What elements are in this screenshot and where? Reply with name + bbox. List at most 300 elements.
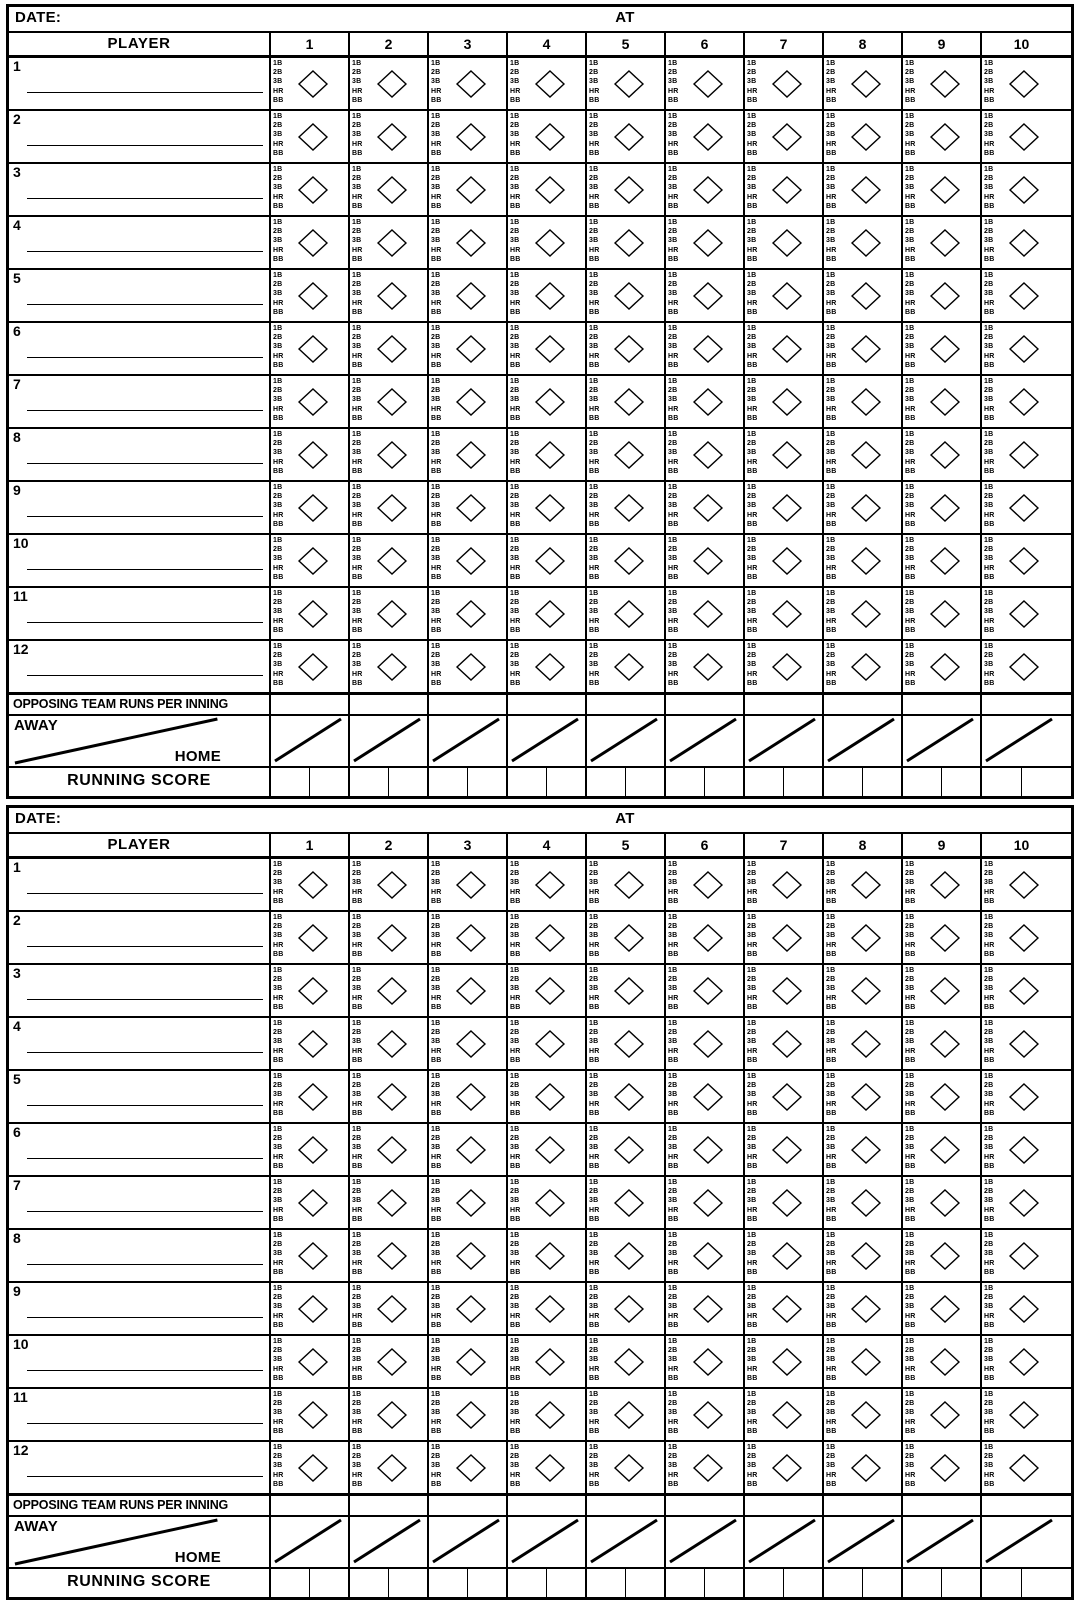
at-bat-code[interactable]: 1B bbox=[431, 590, 441, 597]
at-bat-code[interactable]: BB bbox=[589, 897, 600, 905]
at-bat-code[interactable]: 3B bbox=[273, 1197, 283, 1205]
at-bat-code[interactable]: 2B bbox=[826, 1400, 836, 1408]
at-bat-cell[interactable] bbox=[903, 1283, 982, 1334]
at-bat-code[interactable]: 1B bbox=[668, 219, 678, 226]
at-bat-cell[interactable] bbox=[350, 588, 429, 639]
at-bat-code[interactable]: 1B bbox=[589, 1285, 599, 1292]
at-bat-code[interactable]: 1B bbox=[510, 166, 520, 173]
at-bat-code[interactable]: HR bbox=[273, 941, 284, 949]
at-bat-code[interactable]: 3B bbox=[352, 1250, 362, 1258]
at-bat-code[interactable]: BB bbox=[510, 573, 521, 581]
running-score-box[interactable] bbox=[666, 1569, 705, 1597]
at-bat-code[interactable]: 1B bbox=[510, 861, 520, 868]
at-bat-code[interactable]: 3B bbox=[352, 1038, 362, 1046]
at-bat-code[interactable]: 2B bbox=[668, 493, 678, 501]
at-bat-code[interactable]: 2B bbox=[826, 440, 836, 448]
at-bat-code[interactable]: 1B bbox=[984, 1073, 994, 1080]
at-bat-cell[interactable] bbox=[824, 859, 903, 910]
at-bat-cell[interactable] bbox=[271, 1389, 350, 1440]
at-bat-code[interactable]: BB bbox=[431, 626, 442, 634]
at-bat-code[interactable]: 2B bbox=[668, 228, 678, 236]
at-bat-code[interactable]: BB bbox=[273, 467, 284, 475]
at-bat-cell[interactable] bbox=[666, 482, 745, 533]
away-home-inning-cell[interactable] bbox=[666, 716, 745, 766]
at-bat-code[interactable]: BB bbox=[905, 1427, 916, 1435]
at-bat-code[interactable]: 3B bbox=[589, 502, 599, 510]
at-bat-code[interactable]: BB bbox=[273, 626, 284, 634]
at-bat-cell[interactable] bbox=[271, 111, 350, 162]
at-bat-code[interactable]: BB bbox=[826, 1374, 837, 1382]
at-bat-code[interactable]: 2B bbox=[984, 1294, 994, 1302]
at-bat-cell[interactable] bbox=[982, 429, 1061, 480]
at-bat-code[interactable]: 1B bbox=[668, 484, 678, 491]
at-bat-code[interactable]: HR bbox=[668, 299, 679, 307]
at-bat-code[interactable]: 2B bbox=[352, 1188, 362, 1196]
at-bat-code[interactable]: 1B bbox=[352, 537, 362, 544]
at-bat-code[interactable]: 1B bbox=[668, 378, 678, 385]
at-bat-code[interactable]: 1B bbox=[589, 1338, 599, 1345]
running-score-cell[interactable] bbox=[666, 768, 745, 796]
at-bat-code[interactable]: BB bbox=[905, 255, 916, 263]
at-bat-code[interactable]: 2B bbox=[905, 1029, 915, 1037]
at-bat-code[interactable]: HR bbox=[668, 87, 679, 95]
at-bat-code[interactable]: 1B bbox=[984, 537, 994, 544]
baseball-diamond-icon[interactable] bbox=[613, 1028, 645, 1060]
at-bat-code[interactable]: 3B bbox=[431, 555, 441, 563]
at-bat-code[interactable]: 2B bbox=[273, 1135, 283, 1143]
at-bat-code[interactable]: 2B bbox=[984, 175, 994, 183]
baseball-diamond-icon[interactable] bbox=[297, 1187, 329, 1219]
at-bat-code[interactable]: BB bbox=[589, 149, 600, 157]
at-bat-code[interactable]: BB bbox=[510, 626, 521, 634]
at-bat-code[interactable]: 1B bbox=[273, 643, 283, 650]
at-bat-code[interactable]: 2B bbox=[273, 122, 283, 130]
at-bat-cell[interactable] bbox=[350, 1124, 429, 1175]
at-bat-code[interactable]: 1B bbox=[826, 1073, 836, 1080]
at-bat-code[interactable]: 1B bbox=[510, 219, 520, 226]
away-home-inning-cell[interactable] bbox=[824, 716, 903, 766]
at-bat-code[interactable]: 1B bbox=[668, 272, 678, 279]
at-bat-cell[interactable] bbox=[429, 588, 508, 639]
at-bat-cell[interactable] bbox=[824, 1177, 903, 1228]
baseball-diamond-icon[interactable] bbox=[850, 1452, 882, 1484]
at-bat-code[interactable]: 3B bbox=[826, 449, 836, 457]
at-bat-code[interactable]: HR bbox=[510, 1471, 521, 1479]
at-bat-code[interactable]: HR bbox=[589, 511, 600, 519]
at-bat-code[interactable]: 3B bbox=[510, 343, 520, 351]
at-bat-code[interactable]: BB bbox=[352, 202, 363, 210]
at-bat-code[interactable]: 2B bbox=[905, 1400, 915, 1408]
at-bat-code[interactable]: BB bbox=[510, 96, 521, 104]
at-bat-code[interactable]: BB bbox=[431, 520, 442, 528]
at-bat-code[interactable]: 2B bbox=[668, 334, 678, 342]
at-bat-code[interactable]: HR bbox=[352, 1047, 363, 1055]
baseball-diamond-icon[interactable] bbox=[1008, 68, 1040, 100]
at-bat-cell[interactable] bbox=[824, 429, 903, 480]
at-bat-code[interactable]: 2B bbox=[589, 599, 599, 607]
running-score-box[interactable] bbox=[824, 1569, 863, 1597]
at-bat-code[interactable]: HR bbox=[747, 458, 758, 466]
at-bat-code[interactable]: 3B bbox=[510, 1144, 520, 1152]
at-bat-code[interactable]: 2B bbox=[747, 652, 757, 660]
at-bat-cell[interactable] bbox=[666, 1442, 745, 1493]
at-bat-code[interactable]: 2B bbox=[668, 1400, 678, 1408]
at-bat-code[interactable]: 1B bbox=[431, 643, 441, 650]
opposing-runs-cell[interactable] bbox=[824, 1496, 903, 1515]
at-bat-code[interactable]: 2B bbox=[826, 1241, 836, 1249]
at-bat-code[interactable]: 3B bbox=[747, 1091, 757, 1099]
at-bat-cell[interactable] bbox=[508, 482, 587, 533]
at-bat-code[interactable]: 1B bbox=[273, 484, 283, 491]
at-bat-cell[interactable] bbox=[429, 1230, 508, 1281]
at-bat-code[interactable]: 3B bbox=[510, 1409, 520, 1417]
baseball-diamond-icon[interactable] bbox=[1008, 439, 1040, 471]
at-bat-cell[interactable] bbox=[429, 58, 508, 109]
at-bat-code[interactable]: 1B bbox=[984, 484, 994, 491]
at-bat-cell[interactable] bbox=[271, 58, 350, 109]
baseball-diamond-icon[interactable] bbox=[455, 1399, 487, 1431]
at-bat-code[interactable]: BB bbox=[984, 414, 995, 422]
at-bat-code[interactable]: 1B bbox=[826, 1179, 836, 1186]
at-bat-code[interactable]: 3B bbox=[431, 608, 441, 616]
at-bat-code[interactable]: BB bbox=[431, 202, 442, 210]
at-bat-code[interactable]: 1B bbox=[905, 1285, 915, 1292]
away-home-inning-cell[interactable] bbox=[271, 1517, 350, 1567]
baseball-diamond-icon[interactable] bbox=[376, 922, 408, 954]
at-bat-code[interactable]: 1B bbox=[984, 325, 994, 332]
player-name-cell[interactable] bbox=[9, 111, 271, 162]
at-bat-code[interactable]: 2B bbox=[984, 334, 994, 342]
at-bat-code[interactable]: 3B bbox=[905, 1091, 915, 1099]
at-bat-code[interactable]: 2B bbox=[668, 440, 678, 448]
running-score-box[interactable] bbox=[508, 1569, 547, 1597]
at-bat-code[interactable]: 1B bbox=[273, 1338, 283, 1345]
at-bat-code[interactable]: HR bbox=[984, 888, 995, 896]
at-bat-cell[interactable] bbox=[271, 164, 350, 215]
at-bat-code[interactable]: 1B bbox=[589, 1179, 599, 1186]
baseball-diamond-icon[interactable] bbox=[534, 68, 566, 100]
baseball-diamond-icon[interactable] bbox=[771, 1081, 803, 1113]
at-bat-code[interactable]: 2B bbox=[431, 1241, 441, 1249]
at-bat-code[interactable]: 1B bbox=[352, 1444, 362, 1451]
at-bat-code[interactable]: 3B bbox=[747, 78, 757, 86]
at-bat-code[interactable]: 2B bbox=[747, 387, 757, 395]
baseball-diamond-icon[interactable] bbox=[850, 439, 882, 471]
at-bat-code[interactable]: HR bbox=[510, 1312, 521, 1320]
baseball-diamond-icon[interactable] bbox=[613, 1134, 645, 1166]
at-bat-code[interactable]: HR bbox=[352, 564, 363, 572]
baseball-diamond-icon[interactable] bbox=[613, 1293, 645, 1325]
at-bat-cell[interactable] bbox=[508, 58, 587, 109]
at-bat-code[interactable]: 1B bbox=[747, 1338, 757, 1345]
baseball-diamond-icon[interactable] bbox=[929, 1346, 961, 1378]
at-bat-cell[interactable] bbox=[508, 429, 587, 480]
at-bat-code[interactable]: HR bbox=[668, 1153, 679, 1161]
at-bat-code[interactable]: BB bbox=[352, 626, 363, 634]
at-bat-code[interactable]: 2B bbox=[826, 652, 836, 660]
at-bat-code[interactable]: 1B bbox=[826, 590, 836, 597]
at-bat-cell[interactable] bbox=[429, 323, 508, 374]
at-bat-cell[interactable] bbox=[350, 1230, 429, 1281]
at-bat-cell[interactable] bbox=[903, 376, 982, 427]
at-bat-code[interactable]: BB bbox=[826, 1268, 837, 1276]
at-bat-code[interactable]: 1B bbox=[747, 1126, 757, 1133]
at-bat-code[interactable]: HR bbox=[431, 87, 442, 95]
at-bat-code[interactable]: 2B bbox=[984, 281, 994, 289]
at-bat-cell[interactable] bbox=[271, 323, 350, 374]
at-bat-code[interactable]: 3B bbox=[668, 555, 678, 563]
at-bat-code[interactable]: 1B bbox=[273, 166, 283, 173]
baseball-diamond-icon[interactable] bbox=[692, 492, 724, 524]
baseball-diamond-icon[interactable] bbox=[692, 227, 724, 259]
at-bat-code[interactable]: 1B bbox=[747, 1391, 757, 1398]
at-bat-cell[interactable] bbox=[508, 1230, 587, 1281]
at-bat-code[interactable]: 2B bbox=[273, 175, 283, 183]
at-bat-code[interactable]: 1B bbox=[984, 272, 994, 279]
at-bat-code[interactable]: 2B bbox=[510, 652, 520, 660]
at-bat-code[interactable]: BB bbox=[747, 202, 758, 210]
at-bat-code[interactable]: 3B bbox=[984, 985, 994, 993]
baseball-diamond-icon[interactable] bbox=[455, 545, 487, 577]
baseball-diamond-icon[interactable] bbox=[297, 68, 329, 100]
at-bat-cell[interactable] bbox=[429, 217, 508, 268]
at-bat-code[interactable]: 2B bbox=[747, 976, 757, 984]
at-bat-code[interactable]: 3B bbox=[984, 78, 994, 86]
at-bat-code[interactable]: BB bbox=[668, 626, 679, 634]
at-bat-cell[interactable] bbox=[350, 859, 429, 910]
at-bat-cell[interactable] bbox=[271, 641, 350, 692]
baseball-diamond-icon[interactable] bbox=[929, 1293, 961, 1325]
baseball-diamond-icon[interactable] bbox=[613, 1346, 645, 1378]
at-bat-code[interactable]: 3B bbox=[431, 985, 441, 993]
at-bat-code[interactable]: BB bbox=[273, 897, 284, 905]
at-bat-code[interactable]: 1B bbox=[510, 1126, 520, 1133]
at-bat-code[interactable]: 3B bbox=[431, 1462, 441, 1470]
at-bat-code[interactable]: 2B bbox=[984, 546, 994, 554]
at-bat-code[interactable]: BB bbox=[589, 1162, 600, 1170]
at-bat-code[interactable]: BB bbox=[431, 1215, 442, 1223]
at-bat-cell[interactable] bbox=[824, 965, 903, 1016]
at-bat-code[interactable]: 3B bbox=[747, 1038, 757, 1046]
opposing-runs-cell[interactable] bbox=[429, 695, 508, 714]
at-bat-code[interactable]: HR bbox=[352, 140, 363, 148]
at-bat-code[interactable]: 2B bbox=[431, 1400, 441, 1408]
at-bat-code[interactable]: 3B bbox=[273, 396, 283, 404]
at-bat-code[interactable]: BB bbox=[589, 520, 600, 528]
at-bat-code[interactable]: 1B bbox=[589, 1391, 599, 1398]
baseball-diamond-icon[interactable] bbox=[613, 598, 645, 630]
at-bat-code[interactable]: HR bbox=[905, 246, 916, 254]
at-bat-code[interactable]: HR bbox=[905, 458, 916, 466]
at-bat-cell[interactable] bbox=[350, 270, 429, 321]
at-bat-code[interactable]: 2B bbox=[905, 652, 915, 660]
at-bat-code[interactable]: 3B bbox=[905, 608, 915, 616]
at-bat-code[interactable]: 1B bbox=[510, 1232, 520, 1239]
at-bat-code[interactable]: HR bbox=[747, 193, 758, 201]
at-bat-code[interactable]: HR bbox=[668, 670, 679, 678]
at-bat-code[interactable]: 3B bbox=[589, 1197, 599, 1205]
at-bat-code[interactable]: 3B bbox=[747, 1356, 757, 1364]
baseball-diamond-icon[interactable] bbox=[297, 492, 329, 524]
at-bat-code[interactable]: 2B bbox=[589, 334, 599, 342]
at-bat-cell[interactable] bbox=[350, 217, 429, 268]
at-bat-code[interactable]: 2B bbox=[352, 1029, 362, 1037]
at-bat-code[interactable]: HR bbox=[431, 994, 442, 1002]
at-bat-code[interactable]: 2B bbox=[668, 1241, 678, 1249]
at-bat-code[interactable]: HR bbox=[905, 299, 916, 307]
at-bat-code[interactable]: HR bbox=[747, 941, 758, 949]
at-bat-code[interactable]: 1B bbox=[510, 378, 520, 385]
at-bat-code[interactable]: HR bbox=[273, 511, 284, 519]
at-bat-code[interactable]: 2B bbox=[668, 599, 678, 607]
at-bat-code[interactable]: 1B bbox=[431, 1285, 441, 1292]
at-bat-code[interactable]: 1B bbox=[589, 219, 599, 226]
at-bat-code[interactable]: 2B bbox=[747, 1135, 757, 1143]
at-bat-code[interactable]: BB bbox=[905, 897, 916, 905]
at-bat-code[interactable]: 2B bbox=[668, 1188, 678, 1196]
at-bat-code[interactable]: 2B bbox=[747, 1241, 757, 1249]
at-bat-code[interactable]: 3B bbox=[984, 396, 994, 404]
player-name-cell[interactable] bbox=[9, 1124, 271, 1175]
at-bat-code[interactable]: 2B bbox=[510, 599, 520, 607]
at-bat-cell[interactable] bbox=[587, 429, 666, 480]
baseball-diamond-icon[interactable] bbox=[376, 1452, 408, 1484]
at-bat-code[interactable]: 1B bbox=[747, 60, 757, 67]
at-bat-code[interactable]: 3B bbox=[510, 1356, 520, 1364]
at-bat-code[interactable]: 3B bbox=[905, 1250, 915, 1258]
at-bat-code[interactable]: HR bbox=[431, 1047, 442, 1055]
at-bat-code[interactable]: BB bbox=[510, 308, 521, 316]
baseball-diamond-icon[interactable] bbox=[850, 1346, 882, 1378]
at-bat-code[interactable]: 2B bbox=[984, 1400, 994, 1408]
away-home-inning-cell[interactable] bbox=[429, 716, 508, 766]
baseball-diamond-icon[interactable] bbox=[613, 1452, 645, 1484]
at-bat-cell[interactable] bbox=[745, 1389, 824, 1440]
at-bat-cell[interactable] bbox=[587, 1071, 666, 1122]
at-bat-code[interactable]: HR bbox=[352, 1259, 363, 1267]
at-bat-code[interactable]: BB bbox=[431, 308, 442, 316]
at-bat-cell[interactable] bbox=[271, 1283, 350, 1334]
at-bat-code[interactable]: BB bbox=[668, 96, 679, 104]
at-bat-code[interactable]: BB bbox=[826, 308, 837, 316]
at-bat-code[interactable]: 2B bbox=[589, 1241, 599, 1249]
baseball-diamond-icon[interactable] bbox=[613, 386, 645, 418]
away-home-inning-cell[interactable] bbox=[587, 716, 666, 766]
at-bat-code[interactable]: 1B bbox=[984, 219, 994, 226]
at-bat-code[interactable]: 2B bbox=[589, 870, 599, 878]
at-bat-code[interactable]: HR bbox=[589, 299, 600, 307]
at-bat-code[interactable]: 1B bbox=[984, 60, 994, 67]
at-bat-code[interactable]: BB bbox=[431, 1374, 442, 1382]
player-name-cell[interactable] bbox=[9, 482, 271, 533]
at-bat-code[interactable]: 2B bbox=[352, 1082, 362, 1090]
at-bat-code[interactable]: 3B bbox=[826, 343, 836, 351]
running-score-cell[interactable] bbox=[745, 768, 824, 796]
at-bat-code[interactable]: BB bbox=[905, 1321, 916, 1329]
at-bat-code[interactable]: 3B bbox=[826, 1409, 836, 1417]
at-bat-code[interactable]: 2B bbox=[826, 546, 836, 554]
at-bat-code[interactable]: HR bbox=[352, 1365, 363, 1373]
at-bat-code[interactable]: 1B bbox=[589, 967, 599, 974]
at-bat-code[interactable]: BB bbox=[826, 96, 837, 104]
at-bat-code[interactable]: 1B bbox=[431, 1444, 441, 1451]
at-bat-code[interactable]: 3B bbox=[668, 78, 678, 86]
running-score-box[interactable] bbox=[626, 1569, 664, 1597]
at-bat-cell[interactable] bbox=[350, 111, 429, 162]
at-bat-code[interactable]: 3B bbox=[826, 290, 836, 298]
at-bat-cell[interactable] bbox=[824, 376, 903, 427]
at-bat-cell[interactable] bbox=[508, 1442, 587, 1493]
at-bat-code[interactable]: BB bbox=[273, 520, 284, 528]
at-bat-code[interactable]: HR bbox=[984, 670, 995, 678]
at-bat-code[interactable]: 1B bbox=[510, 1391, 520, 1398]
at-bat-code[interactable]: BB bbox=[668, 361, 679, 369]
baseball-diamond-icon[interactable] bbox=[534, 492, 566, 524]
at-bat-code[interactable]: HR bbox=[747, 1418, 758, 1426]
at-bat-code[interactable]: HR bbox=[352, 1153, 363, 1161]
player-name-cell[interactable] bbox=[9, 1177, 271, 1228]
baseball-diamond-icon[interactable] bbox=[771, 1134, 803, 1166]
at-bat-code[interactable]: 1B bbox=[589, 1073, 599, 1080]
at-bat-code[interactable]: HR bbox=[431, 670, 442, 678]
at-bat-code[interactable]: BB bbox=[589, 1215, 600, 1223]
at-bat-code[interactable]: 2B bbox=[273, 1400, 283, 1408]
baseball-diamond-icon[interactable] bbox=[297, 1346, 329, 1378]
baseball-diamond-icon[interactable] bbox=[534, 227, 566, 259]
running-score-box[interactable] bbox=[784, 1569, 822, 1597]
baseball-diamond-icon[interactable] bbox=[1008, 333, 1040, 365]
at-bat-code[interactable]: BB bbox=[510, 361, 521, 369]
running-score-cell[interactable] bbox=[745, 1569, 824, 1597]
at-bat-code[interactable]: 3B bbox=[668, 396, 678, 404]
at-bat-code[interactable]: 2B bbox=[747, 546, 757, 554]
at-bat-code[interactable]: BB bbox=[984, 626, 995, 634]
at-bat-code[interactable]: 2B bbox=[747, 1347, 757, 1355]
at-bat-code[interactable]: BB bbox=[589, 414, 600, 422]
at-bat-cell[interactable] bbox=[903, 323, 982, 374]
at-bat-code[interactable]: 2B bbox=[273, 228, 283, 236]
baseball-diamond-icon[interactable] bbox=[613, 975, 645, 1007]
at-bat-code[interactable]: BB bbox=[431, 897, 442, 905]
baseball-diamond-icon[interactable] bbox=[455, 121, 487, 153]
at-bat-code[interactable]: 3B bbox=[984, 555, 994, 563]
baseball-diamond-icon[interactable] bbox=[929, 439, 961, 471]
at-bat-code[interactable]: BB bbox=[668, 255, 679, 263]
at-bat-code[interactable]: 3B bbox=[826, 78, 836, 86]
at-bat-code[interactable]: 3B bbox=[589, 1409, 599, 1417]
at-bat-code[interactable]: BB bbox=[747, 1480, 758, 1488]
at-bat-cell[interactable] bbox=[271, 588, 350, 639]
at-bat-cell[interactable] bbox=[745, 965, 824, 1016]
at-bat-code[interactable]: HR bbox=[431, 299, 442, 307]
baseball-diamond-icon[interactable] bbox=[929, 174, 961, 206]
at-bat-code[interactable]: BB bbox=[352, 308, 363, 316]
at-bat-code[interactable]: HR bbox=[352, 1471, 363, 1479]
at-bat-cell[interactable] bbox=[903, 1124, 982, 1175]
at-bat-code[interactable]: HR bbox=[747, 670, 758, 678]
at-bat-code[interactable]: 1B bbox=[826, 1338, 836, 1345]
at-bat-cell[interactable] bbox=[429, 1018, 508, 1069]
baseball-diamond-icon[interactable] bbox=[771, 121, 803, 153]
at-bat-code[interactable]: 1B bbox=[747, 861, 757, 868]
at-bat-code[interactable]: BB bbox=[273, 1215, 284, 1223]
opposing-runs-cell[interactable] bbox=[666, 695, 745, 714]
at-bat-code[interactable]: 3B bbox=[668, 343, 678, 351]
at-bat-cell[interactable] bbox=[429, 1124, 508, 1175]
baseball-diamond-icon[interactable] bbox=[297, 1081, 329, 1113]
at-bat-code[interactable]: HR bbox=[510, 670, 521, 678]
at-bat-cell[interactable] bbox=[903, 1336, 982, 1387]
